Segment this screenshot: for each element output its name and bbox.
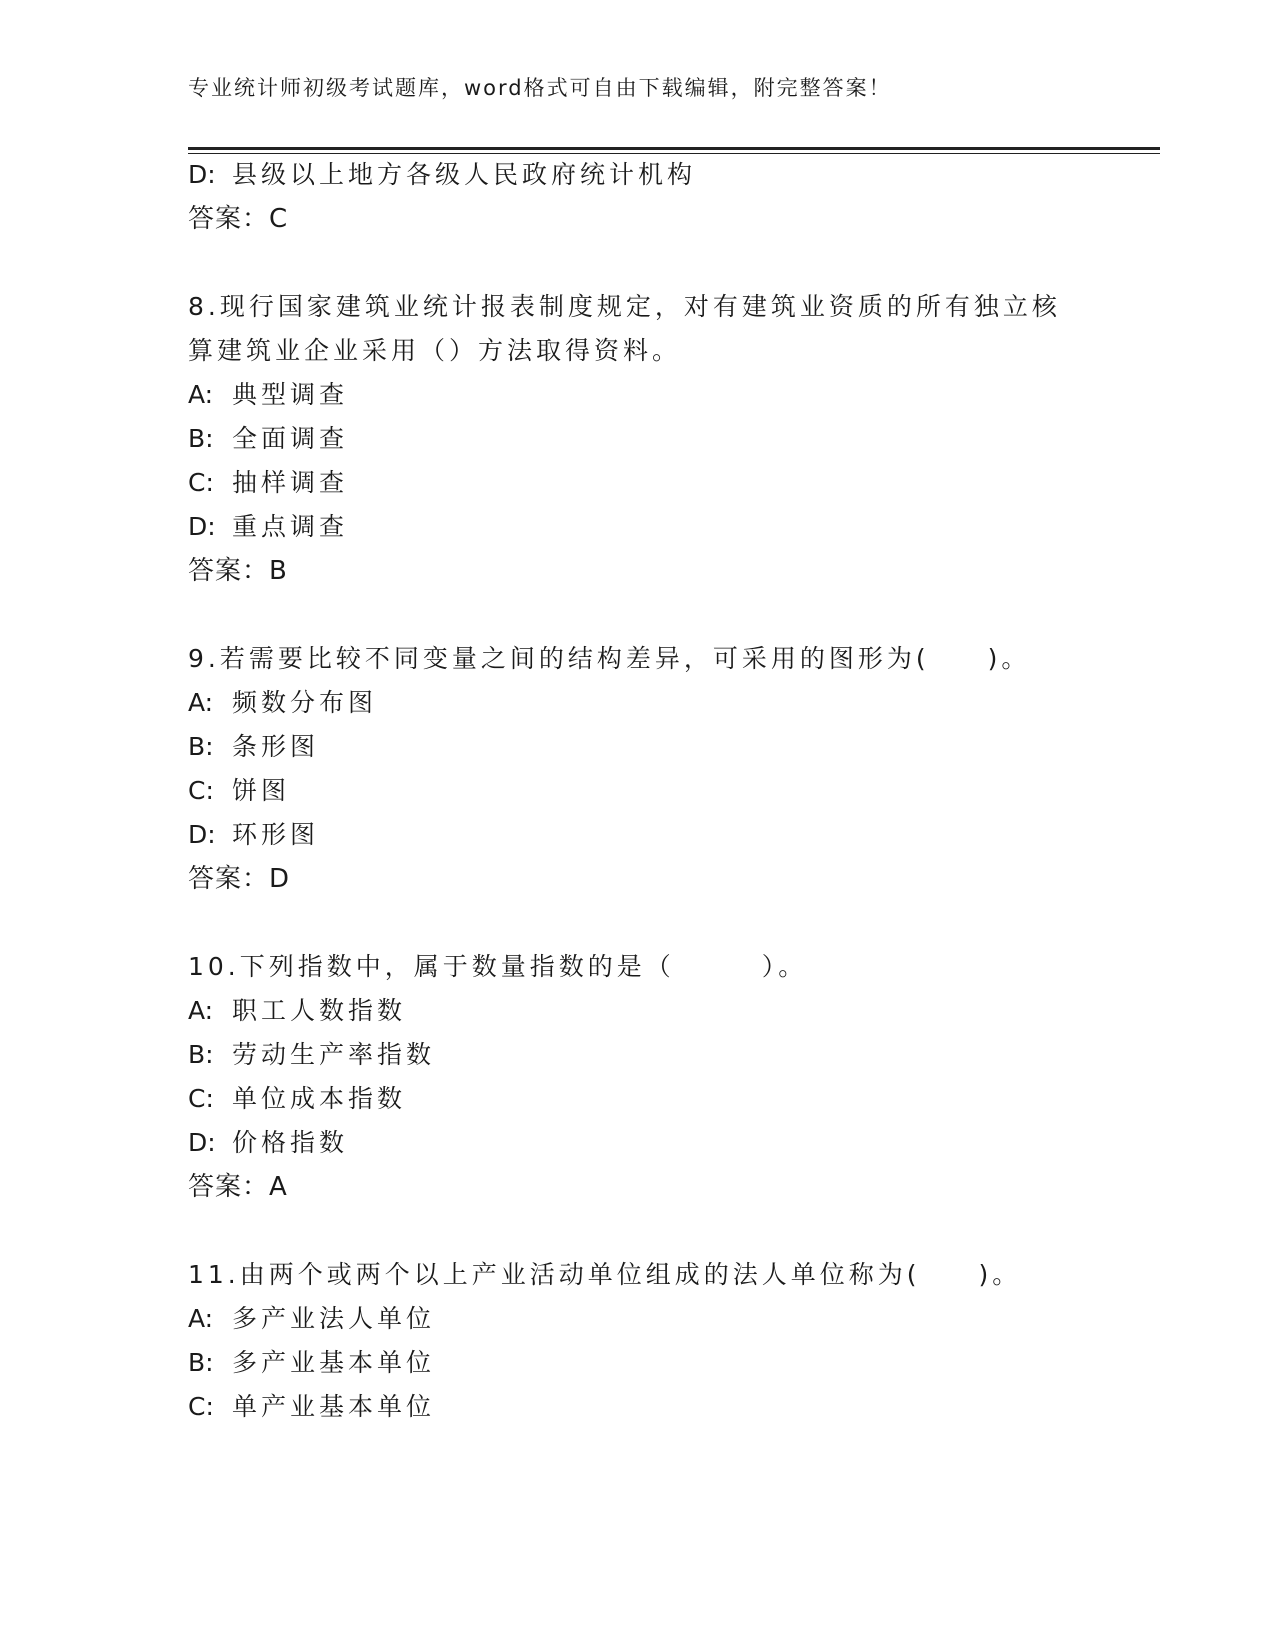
question-8-option-a (188, 378, 348, 412)
option-text: 典型调查 (232, 380, 349, 409)
question-9-option-c (188, 774, 290, 808)
option-label: A: (188, 1304, 214, 1333)
option-label: C: (188, 1084, 214, 1113)
question-10-option-c (188, 1082, 406, 1116)
question-11-option-a (188, 1302, 435, 1336)
option-label: D: (188, 820, 216, 849)
question-11-option-b (188, 1346, 435, 1380)
option-label: A: (188, 996, 214, 1025)
option-text: 多产业法人单位 (232, 1304, 436, 1333)
option-label: C: (188, 776, 214, 805)
question-9-option-b (188, 730, 319, 764)
option-label: C: (188, 1392, 214, 1421)
option-label: A: (188, 380, 214, 409)
question-8-option-c (188, 466, 348, 500)
question-10-stem: 10.下列指数中，属于数量指数的是（ ）。 (188, 952, 808, 981)
option-text: 单位成本指数 (232, 1084, 407, 1113)
option-text: 多产业基本单位 (232, 1348, 436, 1377)
option-label: B: (188, 1348, 214, 1377)
option-label: B: (188, 424, 214, 453)
question-10-option-b (188, 1038, 435, 1072)
option-text: 全面调查 (232, 424, 349, 453)
option-text: 价格指数 (232, 1128, 349, 1157)
option-label: D: (188, 160, 216, 189)
option-text: 单产业基本单位 (232, 1392, 436, 1421)
question-11-option-c (188, 1390, 435, 1424)
question-9-answer: 答案：D (188, 864, 291, 894)
question-8-stem-line2: 算建筑业企业采用（）方法取得资料。 (188, 336, 682, 365)
option-label: D: (188, 1128, 216, 1157)
option-text: 职工人数指数 (232, 996, 407, 1025)
question-9-option-d (188, 818, 319, 852)
option-text: 饼图 (232, 776, 291, 805)
option-text: 频数分布图 (232, 688, 378, 717)
option-label: B: (188, 1040, 214, 1069)
header-rule-thick (188, 147, 1160, 150)
option-text: 县级以上地方各级人民政府统计机构 (232, 160, 697, 189)
question-8-option-b (188, 422, 348, 456)
prev-option-d (188, 158, 696, 192)
question-10-answer: 答案：A (188, 1172, 288, 1202)
option-label: A: (188, 688, 214, 717)
prev-answer: 答案：C (188, 204, 289, 234)
option-label: C: (188, 468, 214, 497)
question-10-option-d (188, 1126, 348, 1160)
question-8-answer: 答案：B (188, 556, 288, 586)
option-text: 劳动生产率指数 (232, 1040, 436, 1069)
option-text: 环形图 (232, 820, 320, 849)
header-rule-thin (188, 153, 1160, 154)
question-8-option-d (188, 510, 348, 544)
option-label: D: (188, 512, 216, 541)
option-text: 重点调查 (232, 512, 349, 541)
option-label: B: (188, 732, 214, 761)
option-text: 抽样调查 (232, 468, 349, 497)
question-8-stem-line1: 8.现行国家建筑业统计报表制度规定，对有建筑业资质的所有独立核 (188, 292, 1061, 321)
page-header: 专业统计师初级考试题库，word格式可自由下载编辑，附完整答案！ (188, 76, 892, 100)
question-10-option-a (188, 994, 406, 1028)
question-11-stem: 11.由两个或两个以上产业活动单位组成的法人单位称为( )。 (188, 1260, 1022, 1289)
option-text: 条形图 (232, 732, 320, 761)
question-9-stem: 9.若需要比较不同变量之间的结构差异，可采用的图形为( )。 (188, 644, 1031, 673)
question-9-option-a (188, 686, 377, 720)
